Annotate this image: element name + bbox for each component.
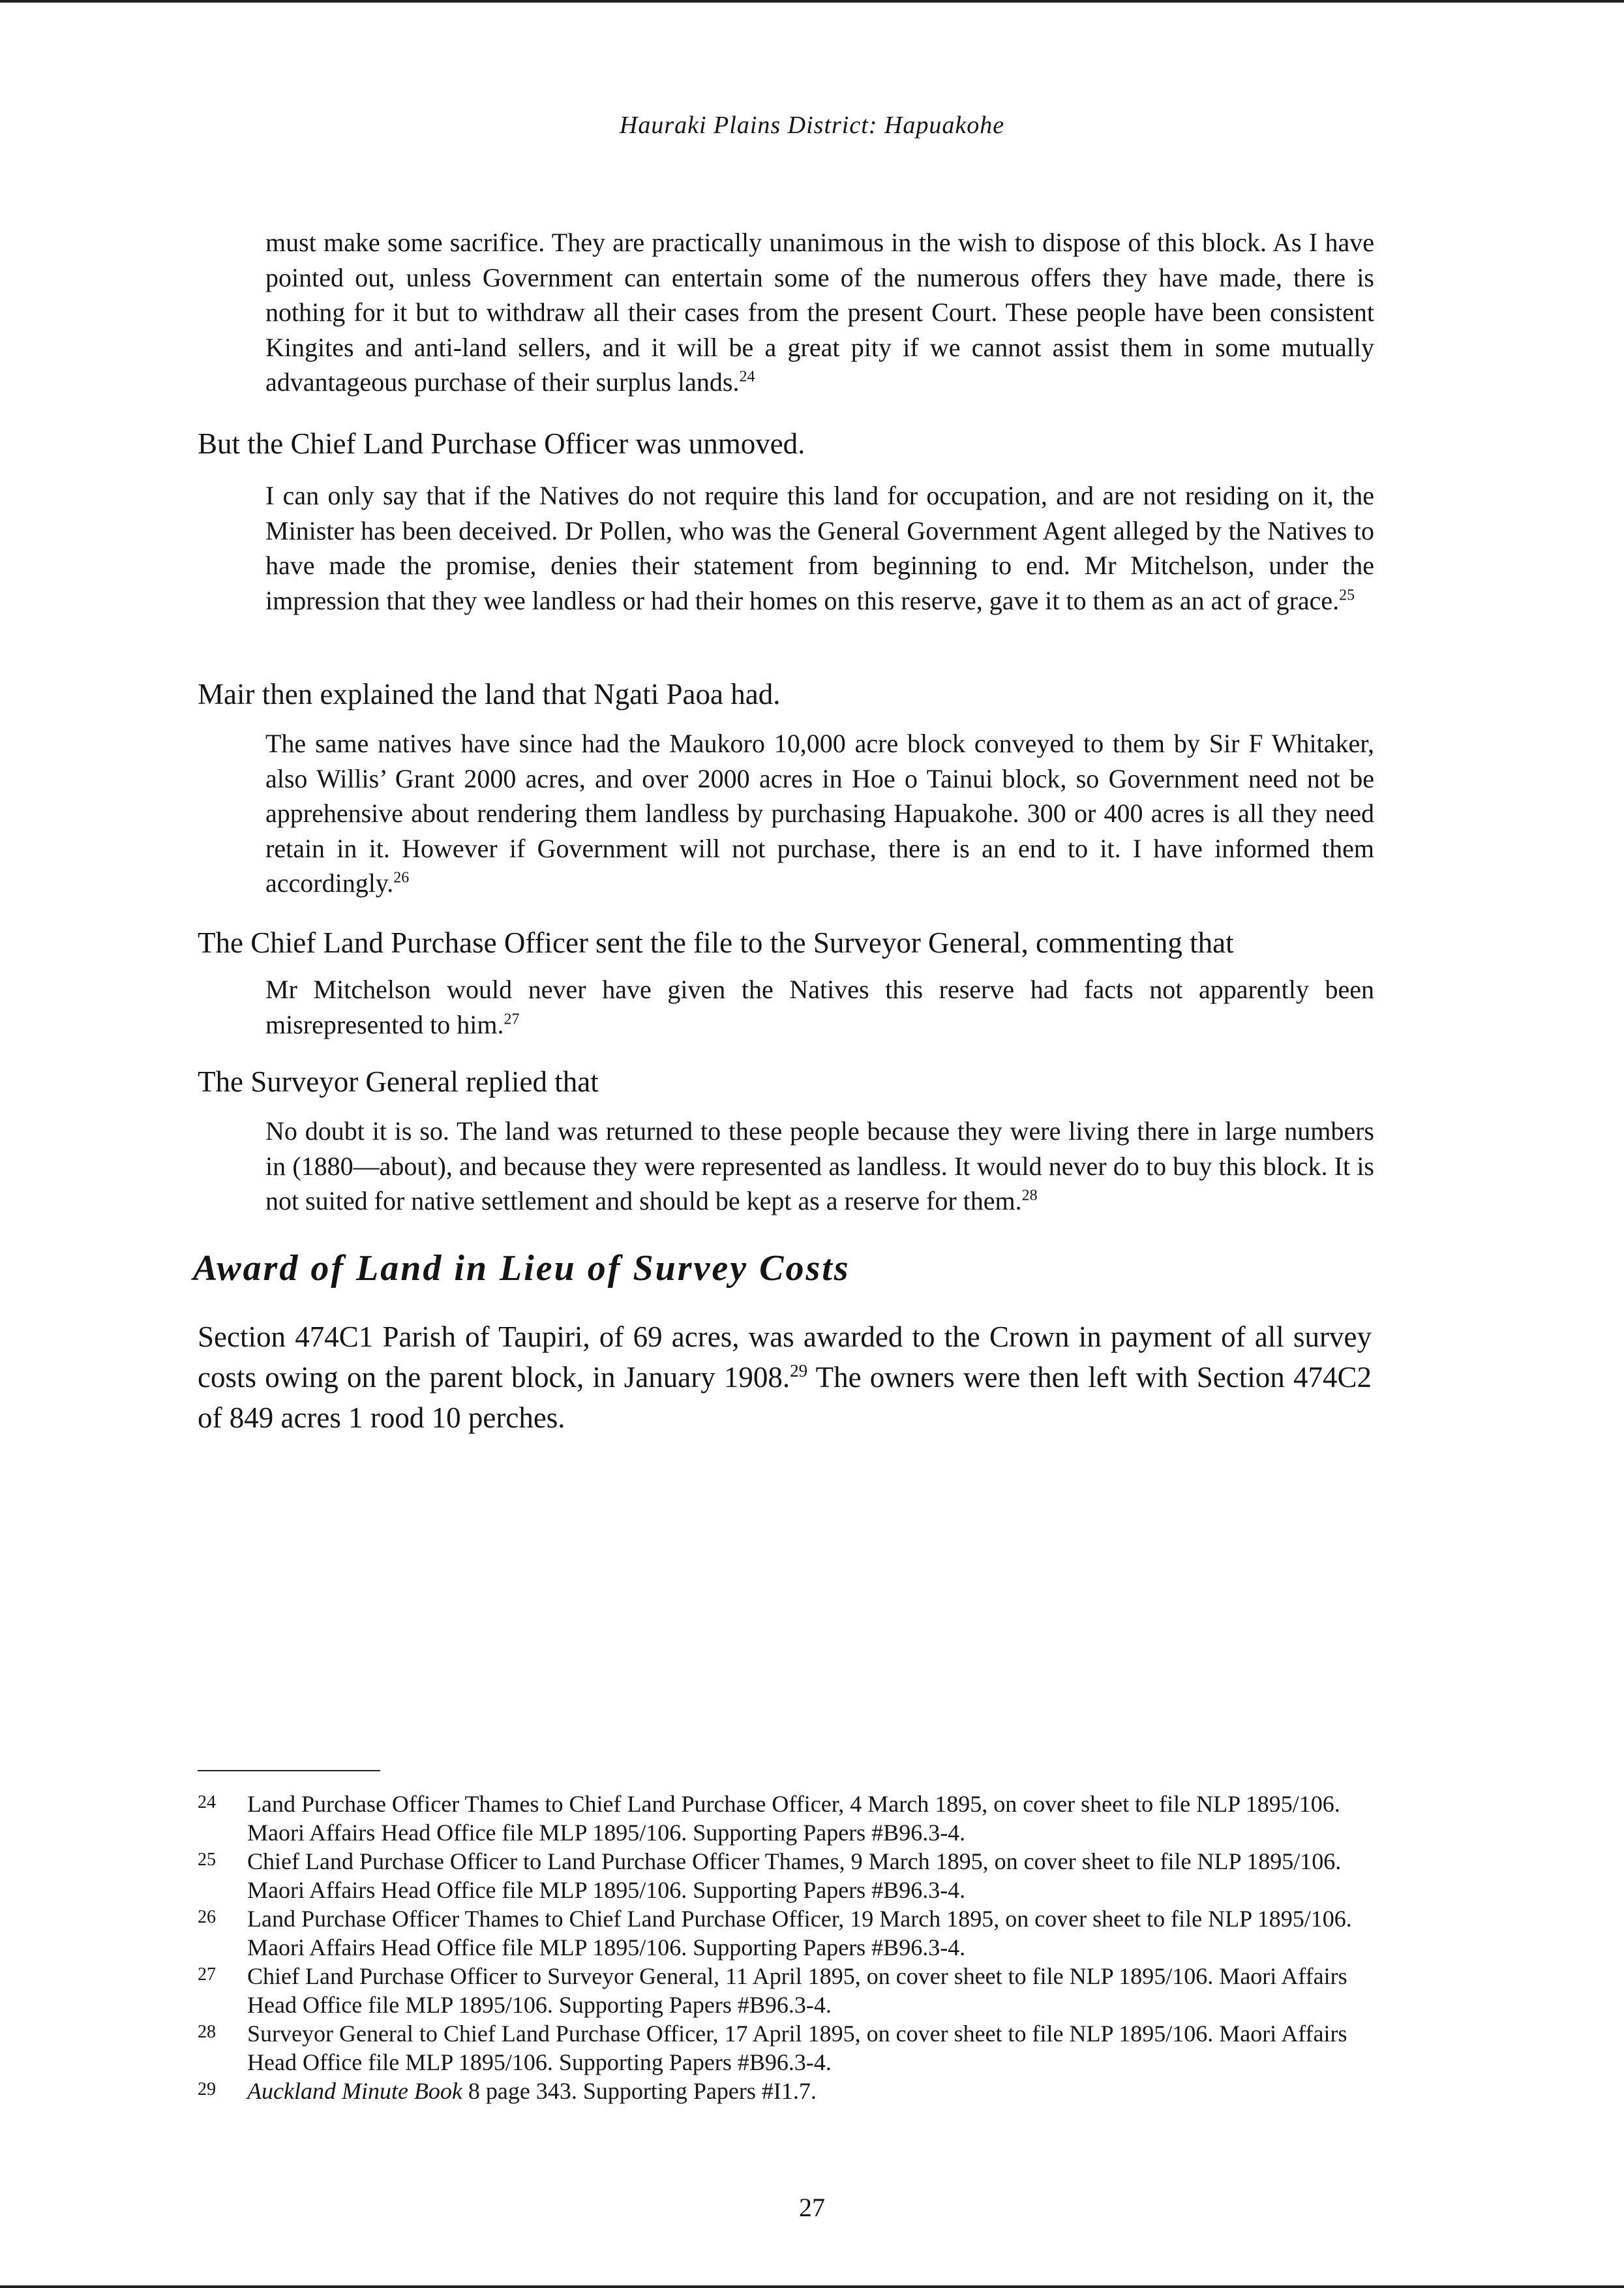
section-text: Section 474C1 Parish of Taupiri, of 69 acres, was awarded to the Crown in payment of all survey costs owing on the parent block, in January 1908. [198,1320,1372,1394]
section-text-continued: The owners were then left with Section 474C2 of 849 acres 1 rood 10 perches. [198,1361,1372,1434]
footnotes [198,1790,1385,2107]
footnote-text [247,2077,1385,2106]
intro-text: The Chief Land Purchase Officer sent the file to the Surveyor General, commenting that [198,926,1234,959]
footnote-number: 27 [198,1964,216,1985]
footnote-text: Chief Land Purchase Officer to Land Purchase Officer Thames, 9 March 1895, on cover sheet to file NLP 1895/106. Maori Affairs Head Office file MLP 1895/106. Supporting Papers #B96.3-4. [247,1848,1342,1903]
footnote-ref: 27 [504,1011,520,1028]
footnote [198,1790,1385,1847]
intro-text: But the Chief Land Purchase Officer was unmoved. [198,427,805,460]
footnote-number: 28 [198,2022,216,2042]
footnote-ref: 25 [1339,587,1355,604]
footnote-text: Land Purchase Officer Thames to Chief Land Purchase Officer, 19 March 1895, on cover sheet to file NLP 1895/106. Maori Affairs Head Office file MLP 1895/106. Supporting Papers #B96.3-4. [247,1906,1352,1960]
footnote-text: Surveyor General to Chief Land Purchase Officer, 17 April 1895, on cover sheet to file NLP 1895/106. Maori Affairs Head Office file MLP 1895/106. Supporting Papers #B96.3-4. [247,2021,1347,2075]
section-paragraph [198,1317,1372,1438]
body-line [198,425,1372,462]
running-header: Hauraki Plains District: Hapuakohe [619,112,1005,139]
footnote-number: 26 [198,1907,216,1927]
body-line [198,924,1372,961]
quote-text: I can only say that if the Natives do not require this land for occupation, and are not residing on it, the Minister has been deceived. Dr Pollen, who was the General Government Agent alleged by the Natives to have made the promise, denies their statement from beginning to end. Mr Mitchelson, under the impression that they wee landless or had their homes on this reserve, gave it to them as an act of grace. [265,481,1374,615]
page-border-bottom [0,2285,1624,2288]
intro-text: Mair then explained the land that Ngati Paoa had. [198,678,781,710]
quote-paragraph [265,972,1374,1042]
footnote-ref: 24 [739,368,755,386]
body-line [198,1063,1372,1100]
footnote-ref: 28 [1021,1187,1038,1204]
quote-paragraph [265,478,1374,618]
footnote-ref: 26 [393,869,410,887]
quote-paragraph [265,1114,1374,1219]
footnote [198,1962,1385,2019]
body-line [198,676,1372,712]
section-heading: Award of Land in Lieu of Survey Costs [193,1248,850,1289]
quote-text: Mr Mitchelson would never have given the Natives this reserve had facts not apparently been misrepresented to him. [265,975,1374,1039]
quote-text: must make some sacrifice. They are practically unanimous in the wish to dispose of this block. As I have pointed out, unless Government can entertain some of the numerous offers they have made, there is nothing for it but to withdraw all their cases from the present Court. These people have been consistent Kingites and anti-land sellers, and it will be a great pity if we cannot assist them in some mutually advantageous purchase of their surplus lands. [265,228,1374,397]
footnote-ref: 29 [790,1361,808,1380]
footnote-divider [198,1770,380,1771]
footnote [198,1848,1385,1904]
page-number: 27 [799,2193,825,2222]
quote-paragraph [265,726,1374,901]
footnote-text: Chief Land Purchase Officer to Surveyor General, 11 April 1895, on cover sheet to file NLP 1895/106. Maori Affairs Head Office file MLP 1895/106. Supporting Papers #B96.3-4. [247,1963,1347,2018]
footnote [198,2077,1385,2106]
footnote-number: 29 [198,2079,216,2099]
footnote-number: 24 [198,1792,216,1812]
quote-text: No doubt it is so. The land was returned to these people because they were living there in large numbers in (1880—about), and because they were represented as landless. It would never do to buy this block. It is not suited for native settlement and should be kept as a reserve for them. [265,1116,1374,1215]
quote-text: The same natives have since had the Maukoro 10,000 acre block conveyed to them by Sir F Whitaker, also Willis’ Grant 2000 acres, and over 2000 acres in Hoe o Tainui block, so Government need not be apprehensive about rendering them landless by purchasing Hapuakohe. 300 or 400 acres is all they need retain in it. However if Government will not purchase, there is an end to it. I have informed them accordingly. [265,729,1374,898]
footnote [198,2020,1385,2077]
page-border-top [0,0,1624,3]
footnote-number: 25 [198,1850,216,1870]
quote-paragraph [265,225,1374,400]
footnote-detail: 8 page 343. Supporting Papers #I1.7. [462,2078,817,2104]
footnote-source-title: Auckland Minute Book [247,2078,462,2104]
footnote-text: Land Purchase Officer Thames to Chief Land Purchase Officer, 4 March 1895, on cover sheet to file NLP 1895/106. Maori Affairs Head Office file MLP 1895/106. Supporting Papers #B96.3-4. [247,1791,1340,1846]
footnote [198,1905,1385,1962]
intro-text: The Surveyor General replied that [198,1065,599,1098]
